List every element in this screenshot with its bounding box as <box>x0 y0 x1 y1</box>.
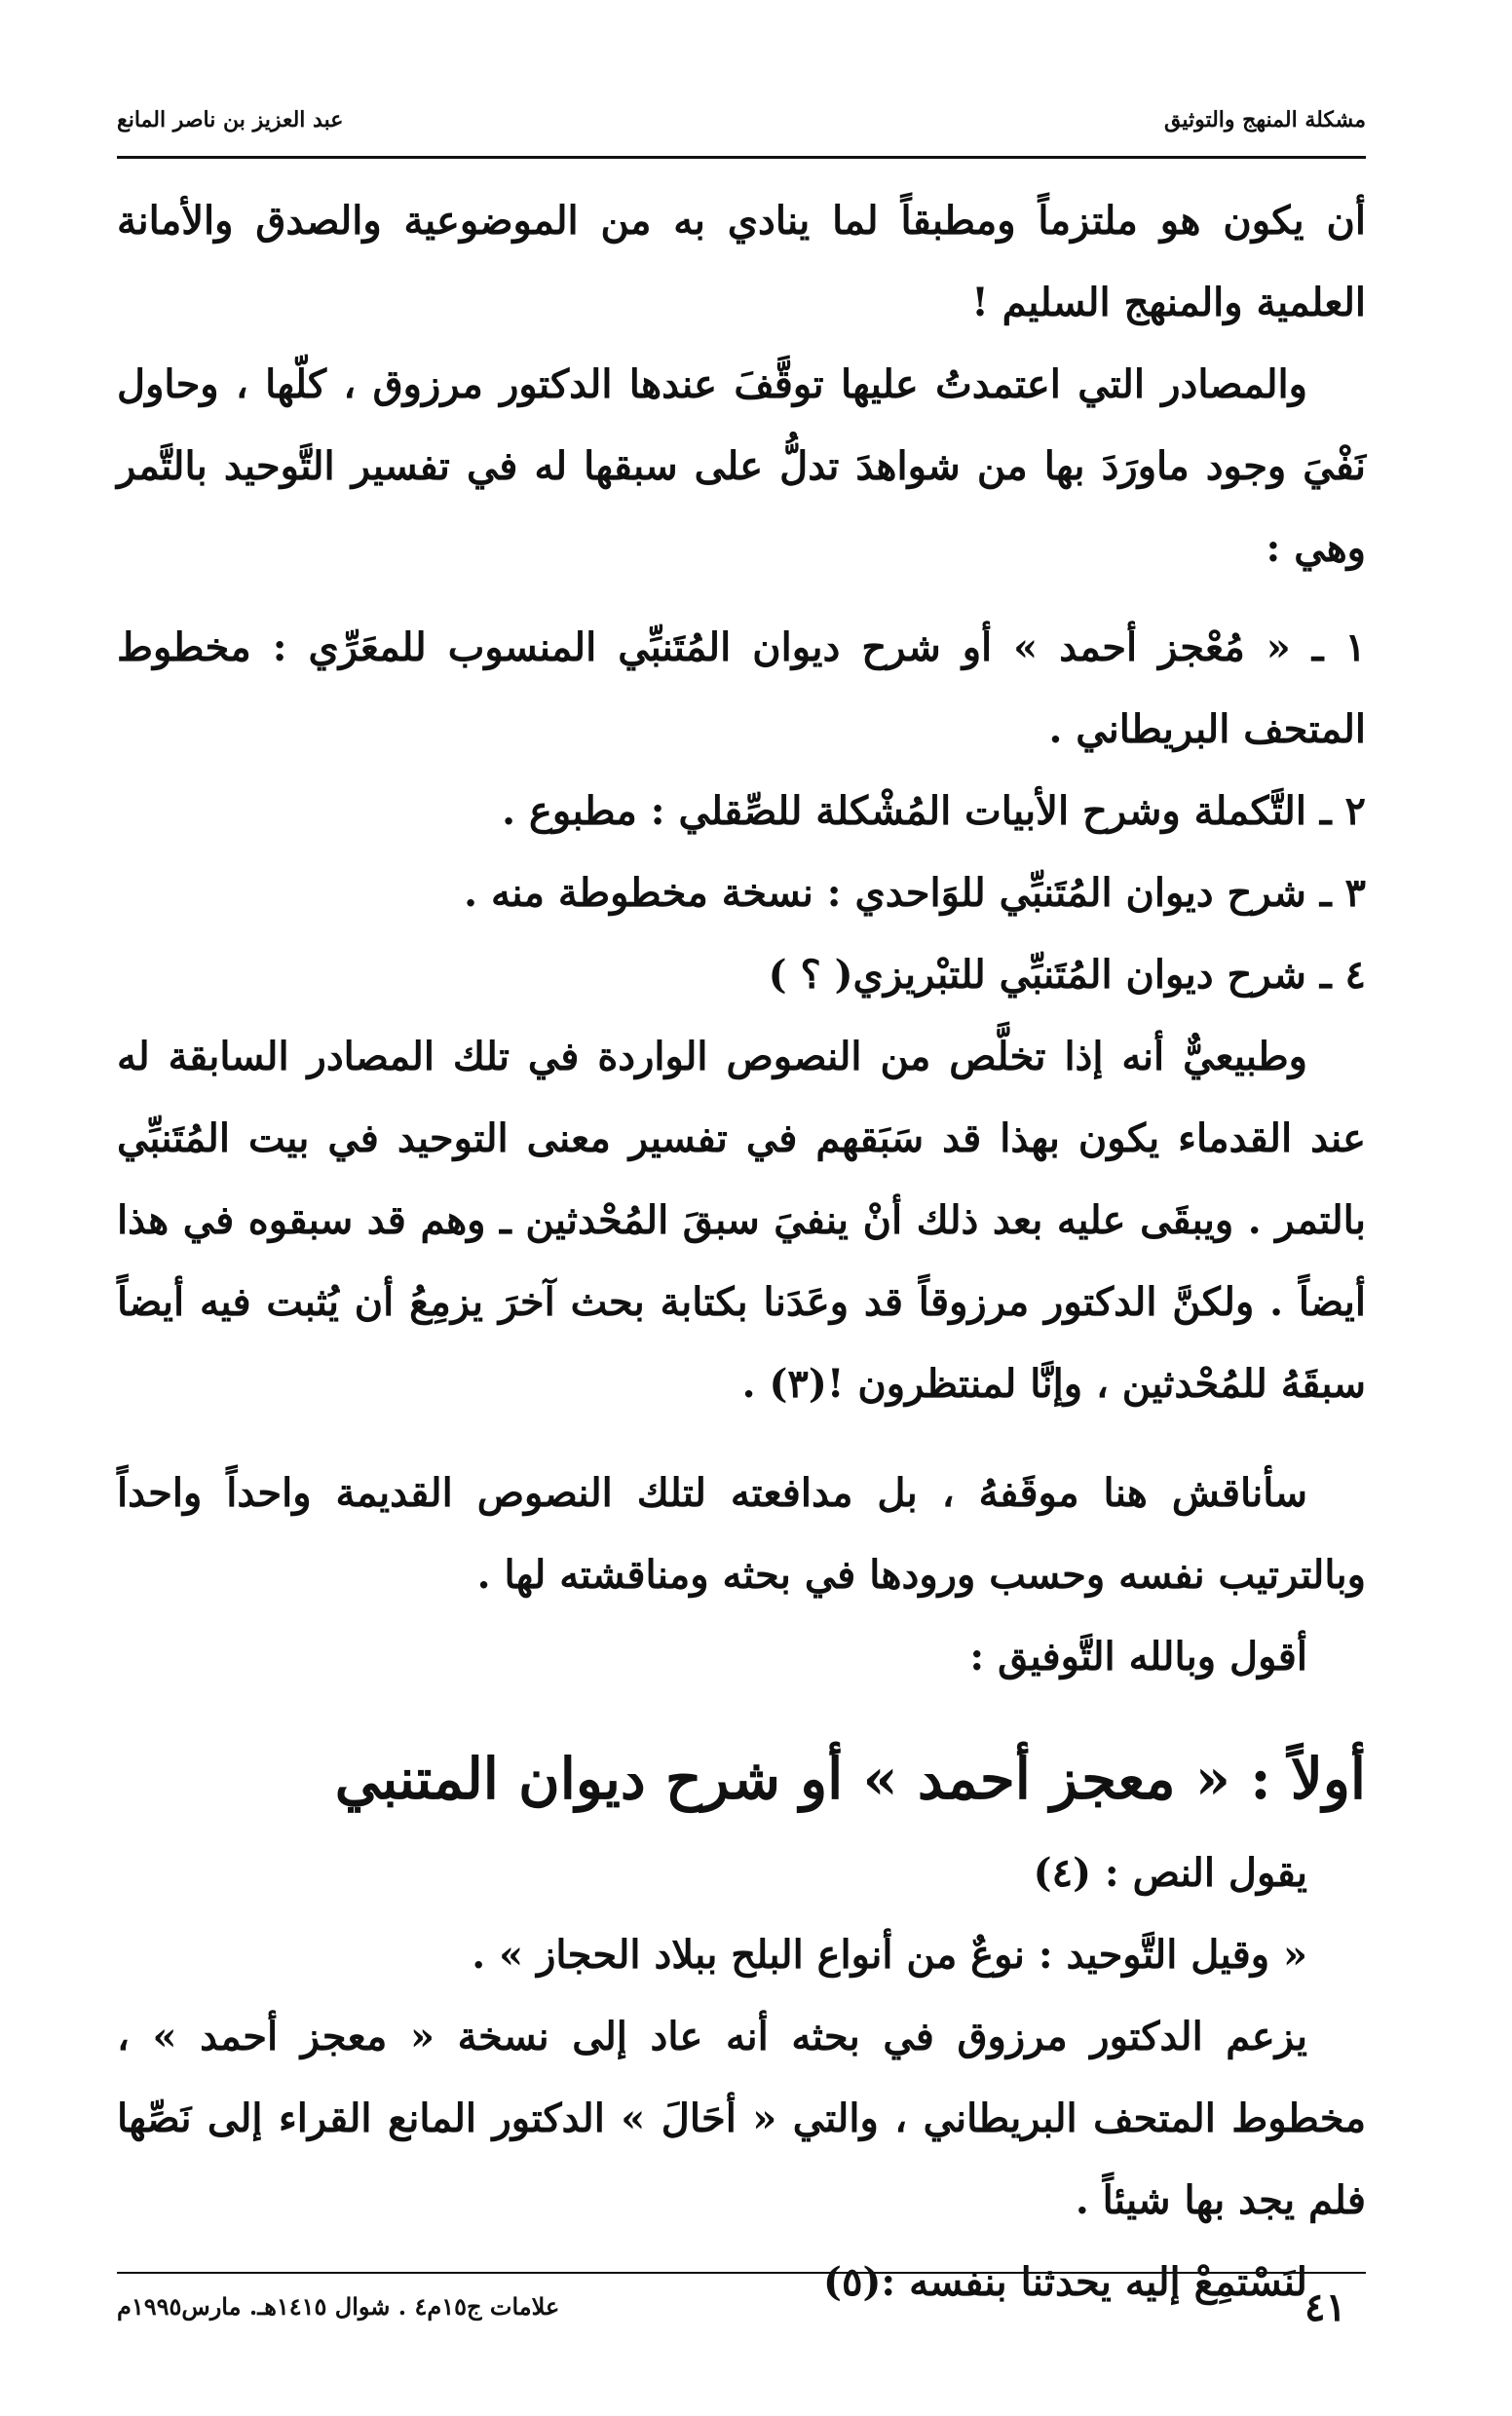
list-item-2: ٢ ـ التَّكملة وشرح الأبيات المُشْكلة للصِّقلي : مطبوع . <box>502 788 1366 834</box>
spacer <box>117 1698 1366 1725</box>
header-title: مشكلة المنهج والتوثيق <box>1163 107 1366 132</box>
running-header <box>117 97 1366 156</box>
page-footer <box>117 2284 1366 2343</box>
page-number: ٤١ <box>1304 2284 1346 2330</box>
section-heading: أولاً : « معجز أحمد » أو شرح ديوان المتنبي <box>334 1746 1366 1812</box>
paragraph-argument: وطبيعيٌّ أنه إذا تخلَّص من النصوص الواردة في تلك المصادر السابقة له عند القدماء يكون بهذا قد سَبَقهم في تفسير معنى التوحيد في بيت المُتَنبِّي بالتمر . ويبقَى عليه بعد ذلك أنْ ينفيَ سبقَ المُحْدثين ـ وهم قد سبقوه في هذا أيضاً . ولكنَّ الدكتور مرزوقاً قد وعَدَنا بكتابة بحث آخرَ يزمِعُ أن يُثبت فيه أيضاً سبقَهُ للمُحْدثين ، وإنَّا لمنتظرون !(٣) . <box>117 1034 1366 1407</box>
list-item-3: ٣ ـ شرح ديوان المُتَنبِّي للوَاحدي : نسخة مخطوطة منه . <box>464 870 1366 916</box>
paragraph-sources: والمصادر التي اعتمدتُ عليها توقَّفَ عندها الدكتور مرزوق ، كلّها ، وحاول نَفْيَ وجود ماورَدَ بها من شواهدَ تدلُّ على سبقها له في تفسير التَّوحيد بالتَّمر وهي : <box>117 361 1366 571</box>
paragraph-discussion: سأناقش هنا موقَفهُ ، بل مدافعته لتلك النصوص القديمة واحداً واحداً وبالترتيب نفسه وحسب ورودها في بحثه ومناقشته لها . <box>117 1470 1366 1598</box>
paragraph-quote: « وقيل التَّوحيد : نوعٌ من أنواع البلح ببلاد الحجاز » . <box>472 1932 1307 1978</box>
header-author: عبد العزيز بن ناصر المانع <box>117 107 344 132</box>
paragraph-quote-intro: يقول النص : (٤) <box>1033 1850 1307 1896</box>
body-text <box>117 180 1366 2323</box>
footer-divider <box>117 2272 1366 2274</box>
header-divider <box>117 156 1366 159</box>
paragraph-claim: يزعم الدكتور مرزوق في بحثه أنه عاد إلى نسخة « معجز أحمد » ، مخطوط المتحف البريطاني ، والتي « أحَالَ » الدكتور المانع القراء إلى نَصِّها فلم يجد بها شيئاً . <box>117 2014 1366 2223</box>
paragraph-invocation: أقول وبالله التَّوفيق : <box>969 1634 1307 1680</box>
spacer <box>117 589 1366 607</box>
list-item-4: ٤ ـ شرح ديوان المُتَنبِّي للتبْريزي( ؟ ) <box>768 952 1366 998</box>
list-item-1: ١ ـ « مُعْجز أحمد » أو شرح ديوان المُتَنبِّي المنسوب للمعَرِّي : مخطوط المتحف البريطاني . <box>117 624 1366 752</box>
paragraph-continuation: أن يكون هو ملتزماً ومطبقاً لما ينادي به من الموضوعية والصدق والأمانة العلمية والمنهج السليم ! <box>117 198 1366 325</box>
spacer <box>117 1425 1366 1453</box>
journal-citation: علامات ج١٥م٤ . شوال ١٤١٥هـ. مارس١٩٩٥م <box>117 2292 560 2321</box>
paragraph-listen: لنَسْتمِعْ إليه يحدثنا بنفسه :(٥) <box>823 2259 1307 2305</box>
